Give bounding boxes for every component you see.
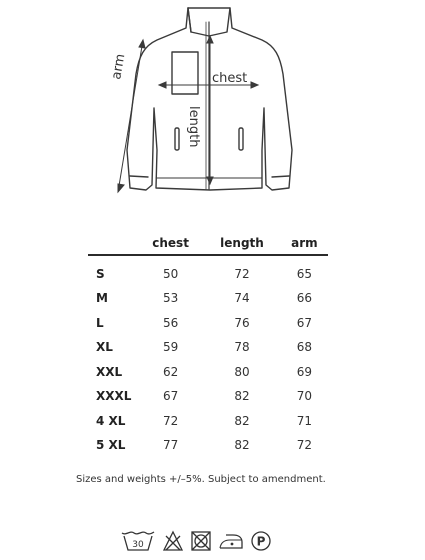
size-cell: S	[96, 267, 105, 281]
arm-cell: 69	[296, 364, 313, 379]
length-cell: 78	[234, 340, 250, 355]
table-row	[88, 360, 328, 385]
length-cell: 72	[234, 267, 250, 281]
disclaimer-note: Sizes and weights +/–5%. Subject to amendment.	[76, 474, 326, 485]
length-cell: 76	[234, 315, 250, 330]
chest-cell: 77	[162, 438, 179, 453]
chest-cell: 50	[162, 267, 179, 281]
chest-cell: 72	[162, 413, 179, 428]
iron-low-icon	[218, 530, 244, 552]
arm-label: arm	[109, 52, 129, 81]
length-cell: 80	[234, 364, 250, 379]
size-cell: XL	[96, 340, 113, 355]
arm-cell: 65	[296, 267, 313, 281]
chest-label: chest	[212, 71, 248, 86]
length-cell: 74	[234, 291, 250, 306]
arm-cell: 66	[296, 291, 313, 306]
size-cell: XXXL	[96, 389, 132, 404]
no-bleach-icon	[162, 530, 184, 552]
arm-cell: 67	[296, 315, 313, 330]
length-cell: 82	[234, 413, 250, 428]
no-tumble-dry-icon	[190, 530, 212, 552]
arm-cell: 70	[296, 389, 313, 404]
size-cell: 4 XL	[96, 413, 126, 428]
length-label: length	[186, 106, 201, 148]
jacket-diagram	[0, 0, 425, 215]
table-row	[88, 335, 328, 360]
column-header-length: length	[220, 236, 264, 250]
table-row	[88, 433, 328, 458]
table-row	[88, 409, 328, 434]
arm-cell: 71	[296, 413, 313, 428]
arm-cell: 68	[296, 340, 313, 355]
chest-cell: 59	[162, 340, 179, 355]
column-header-chest: chest	[152, 236, 189, 250]
size-cell: L	[96, 315, 104, 330]
size-cell: 5 XL	[96, 438, 126, 453]
length-cell: 82	[234, 389, 250, 404]
column-header-arm: arm	[291, 236, 318, 250]
table-row	[88, 256, 328, 286]
chest-cell: 67	[162, 389, 179, 404]
arm-cell: 72	[296, 438, 313, 453]
chest-cell: 62	[162, 364, 179, 379]
wash-30-icon	[120, 530, 156, 552]
svg-text:P: P	[256, 534, 266, 549]
length-cell: 82	[234, 438, 250, 453]
size-cell: M	[96, 291, 108, 306]
table-header-row	[88, 232, 328, 254]
dry-clean-p-icon	[250, 530, 272, 552]
chest-cell: 53	[162, 291, 179, 306]
chest-cell: 56	[162, 315, 179, 330]
care-symbols	[120, 528, 272, 554]
table-row	[88, 384, 328, 409]
size-table	[88, 232, 328, 458]
table-row	[88, 286, 328, 311]
table-row	[88, 311, 328, 336]
wash-temp-label: 30	[132, 540, 144, 550]
size-cell: XXL	[96, 364, 123, 379]
